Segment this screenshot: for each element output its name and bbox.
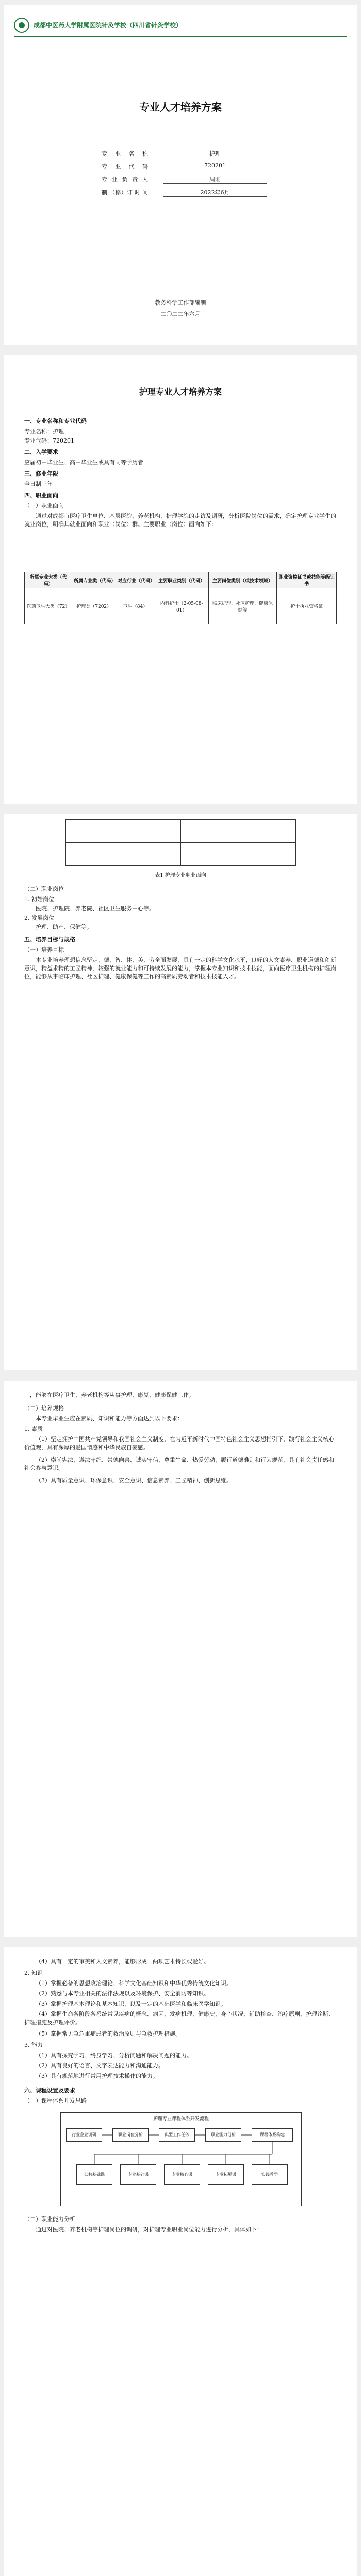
body-text: 本专业毕业生应在素质、知识和能力等方面达到以下要求： [36, 1415, 183, 1422]
body-text: （3）掌握护理基本理论和基本知识，以及一定的基础医学和临床医学知识。 [36, 2001, 226, 2007]
page-2 [4, 355, 357, 804]
body-text: 3. 能力 [24, 2042, 43, 2048]
page-title: 护理专业人才培养方案 [139, 387, 222, 397]
body-text: 1. 初始岗位 [24, 896, 54, 903]
body-text: 2. 知识 [24, 1970, 43, 1976]
table-cell: 内科护士（2-05-08-01） [155, 588, 208, 624]
subsection-heading: （一）培养目标 [24, 946, 64, 953]
curriculum-diagram [60, 2112, 302, 2206]
body-text: （5）掌握常见急危重症患者的救治原则与急救护理措施。 [36, 2030, 181, 2037]
body-text: 2. 发展岗位 [24, 914, 54, 921]
diagram-box: 专业核心课 [164, 2164, 200, 2185]
subsection-heading: （一）职业面向 [24, 502, 64, 509]
section-heading: 三、修业年限 [24, 470, 58, 477]
body-text: 医院、护理院、养老院、社区卫生服务中心等。 [36, 905, 155, 912]
diagram-title: 护理专业课程体系开发流程 [153, 2116, 209, 2122]
cover-title: 专业人才培养方案 [139, 101, 222, 113]
subsection-heading: （二）职业岗位 [24, 886, 64, 892]
subsection-heading: （二）职业能力分析 [24, 2216, 75, 2223]
table-cell: 护士执业资格证 [277, 588, 337, 624]
school-name: 成都中医药大学附属医院针灸学校（四川省针灸学校） [34, 22, 183, 29]
body-text: （1）掌握必备的思想政治理论、科学文化基础知识和中华优秀传统文化知识。 [36, 1980, 232, 1987]
diagram-box: 职业能力分析 [205, 2128, 241, 2142]
body-text: （1）坚定拥护中国共产党领导和我国社会主义制度，在习近平新时代中国特色社会主义思想指引下，践行社会主义核心价值观，具有深厚的爱国情感和中华民族自豪感。 [24, 1436, 334, 1451]
body-text: （1）具有探究学习、终身学习、分析问题和解决问题的能力。 [36, 2052, 192, 2059]
body-text: （4）具有一定的审美和人文素养，能够形成一两项艺术特长或爱好。 [36, 1958, 209, 1965]
body-text: 本专业培养理想信念坚定，德、智、体、美、劳全面发展，具有一定的科学文化水平，良好的人文素养、职业道德和创新意识，精益求精的工匠精神，较强的就业能力和可持续发展的能力，掌握本专业知识和技术技能，面向医疗卫生机构的护理岗位，能够从事临床护理、社区护理、健康保健等工作的高素质劳动者和技术技能人才。 [24, 957, 336, 980]
body-text: 护理、助产、保健等。 [36, 924, 92, 930]
body-text: 专业代码：720201 [24, 437, 74, 444]
subsection-heading: （一）课程体系开发思路 [24, 2097, 87, 2104]
page-3 [4, 814, 357, 1370]
diagram-box: 典型工作任务 [159, 2128, 195, 2142]
page-cover [4, 5, 357, 345]
body-text: 应届初中毕业生、高中毕业生或具有同等学历者 [24, 459, 143, 466]
table-cell: 护理类（7202） [72, 588, 116, 624]
body-text: （4）掌握生命各阶段各系统常见疾病的概念、病因、发病机理、健康史、身心状况、辅助检查、治疗原则、护理诊断、护理措施及护理评价。 [24, 2011, 334, 2026]
diagram-arrows [61, 2113, 301, 2206]
section-heading: 六、课程设置及要求 [24, 2087, 75, 2094]
body-text: （3）具有规范地进行常用护理技术操作的能力。 [36, 2073, 158, 2079]
body-text: （2）崇尚宪法、遵法守纪、崇德向善、诚实守信、尊重生命、热爱劳动，履行道德准则和行为规范，具有社会责任感和社会参与意识。 [24, 1456, 334, 1471]
section-heading: 四、职业面向 [24, 492, 58, 499]
cover-org: 教务科学工作部编制 [155, 299, 206, 306]
diagram-box: 职业岗位分析 [112, 2128, 149, 2142]
school-logo-icon [14, 18, 29, 33]
section-heading: 二、入学要求 [24, 449, 58, 455]
body-text: 专业名称：护理 [24, 428, 64, 435]
page-5 [4, 1947, 357, 2576]
body-text: （2）具有良好的语言、文字表达能力和沟通能力。 [36, 2062, 164, 2069]
body-text: 通过对医院、养老机构等护理岗位的调研，对护理专业职业岗位能力进行分析，具体如下： [36, 2226, 262, 2233]
body-text: （3）具有质量意识、环保意识、安全意识、信息素养、工匠精神、创新思维。 [36, 1477, 232, 1484]
career-table: 所属专业大类（代码） 所属专业类（代码） 对应行业（代码） 主要职业类别（代码） 主要岗位类别（或技术领域） 职业资格证书或技能等级证书 医药卫生大类（72） 护理类（7202） 卫生（84） 内科护士（2-05-08-01） 临床护理、社区护理、健康保健等 护士执业资格证 [24, 572, 337, 624]
body-text: 1. 素质 [24, 1426, 43, 1432]
table-cell: 卫生（84） [116, 588, 155, 624]
section-heading: 一、专业名称和专业代码 [24, 418, 87, 425]
body-text: （2）熟悉与本专业相关的法律法规以及环境保护、安全消防等知识。 [36, 1990, 209, 1997]
table-cell: 临床护理、社区护理、健康保健等 [208, 588, 277, 624]
career-table-continued [65, 819, 296, 866]
body-text: 通过对成都市医疗卫生单位、基层医院、养老机构、护理学院的走访及调研，分析医院岗位的需求，确定护理专业学生的就业岗位，明确其就业面向和职业（岗位）群。主要职业（岗位）面向如下： [24, 513, 336, 528]
section-heading: 五、培养目标与规格 [24, 936, 75, 943]
diagram-box: 课程体系构建 [252, 2128, 293, 2142]
body-text: 工，能够在医疗卫生、养老机构等从事护理、康复、健康保健工作。 [24, 1392, 194, 1398]
cover-row: 专 业 名 称 护理 [102, 149, 272, 159]
diagram-box: 专业基础课 [120, 2164, 156, 2185]
cover-row: 专 业 负 责 人 周刚 [102, 175, 272, 184]
table-cell: 医药卫生大类（72） [25, 588, 72, 624]
cover-row: 制 （修）订 时 间 2022年6月 [102, 188, 272, 197]
page-4 [4, 1381, 357, 1937]
cover-row: 专 业 代 码 720201 [102, 162, 272, 172]
subsection-heading: （二）培养规格 [24, 1405, 64, 1412]
diagram-box: 专业拓展课 [208, 2164, 244, 2185]
cover-date: 二〇二二年六月 [160, 311, 201, 317]
body-text: 全日制三年 [24, 481, 53, 487]
figure-caption: 表1 护理专业职业面向 [155, 873, 206, 878]
diagram-box: 行业企业调研 [66, 2128, 102, 2142]
document-header [14, 15, 347, 37]
diagram-box: 公共基础课 [76, 2164, 112, 2185]
diagram-box: 实践教学 [252, 2164, 288, 2185]
